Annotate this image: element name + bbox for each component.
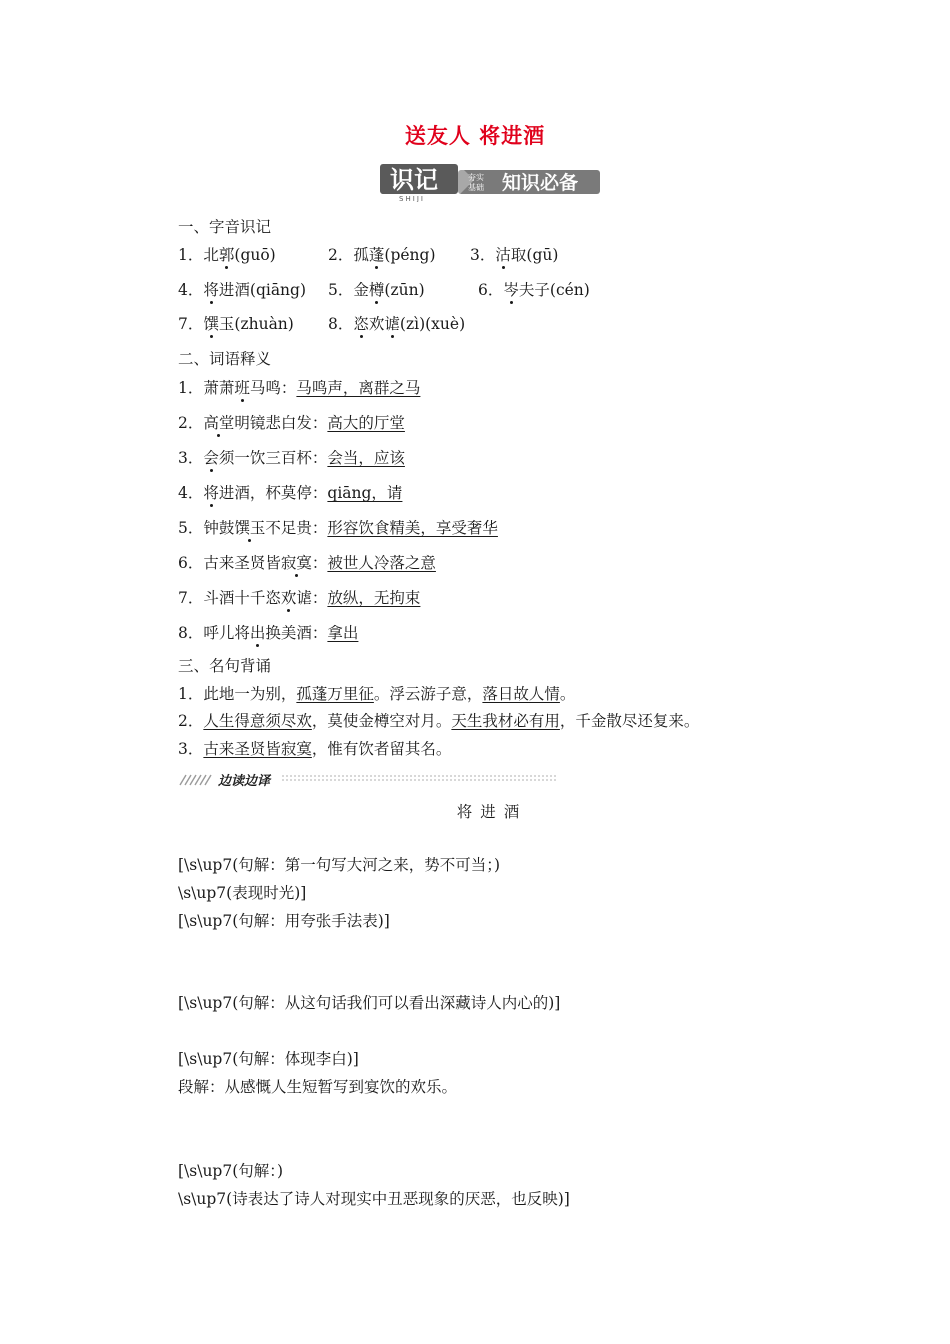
section2-heading: 二、词语释义 xyxy=(178,350,272,368)
pron-item-1: 1．北郭(guō) xyxy=(178,246,276,264)
note-line-8: \s\up7(诗表达了诗人对现实中丑恶现象的厌恶，也反映)] xyxy=(178,1190,570,1208)
banner-main-text: 识记 xyxy=(390,166,438,194)
pron-item-3: 3．沽取(gū) xyxy=(470,246,559,264)
page-title: 送友人 将进酒 xyxy=(404,123,546,148)
pron-item-6: 6．岑夫子(cén) xyxy=(478,281,590,299)
definition-answer: qiāng，请 xyxy=(327,484,403,502)
reading-label: 边读边译 xyxy=(218,774,271,789)
note-line-4: [\s\up7(句解：从这句话我们可以看出深藏诗人内心的)] xyxy=(178,994,561,1012)
quote-line-3: 3．古来圣贤皆寂寞，惟有饮者留其名。 xyxy=(178,740,452,758)
definition-answer: 被世人冷落之意 xyxy=(327,554,436,572)
note-line-3: [\s\up7(句解：用夸张手法表)] xyxy=(178,912,390,930)
definition-item-3: 3．会须一饮三百杯：会当，应该 xyxy=(178,449,405,467)
definition-item-1: 1．萧萧班马鸣：马鸣声，离群之马 xyxy=(178,379,421,397)
note-line-7: [\s\up7(句解：) xyxy=(178,1162,284,1180)
pron-item-5: 5．金樽(zūn) xyxy=(328,281,425,299)
pron-item-4: 4．将进酒(qiāng) xyxy=(178,281,307,299)
banner-pinyin: SHIJI xyxy=(399,195,425,202)
definition-answer: 高大的厅堂 xyxy=(327,414,405,432)
definition-answer: 放纵，无拘束 xyxy=(327,589,421,607)
note-line-1: [\s\up7(句解：第一句写大河之来，势不可当；) xyxy=(178,856,501,874)
definition-answer: 拿出 xyxy=(327,624,359,642)
section1-heading: 一、字音识记 xyxy=(178,218,272,236)
section3-heading: 三、名句背诵 xyxy=(178,657,272,675)
definition-item-8: 8．呼儿将出换美酒：拿出 xyxy=(178,624,359,642)
note-line-6: 段解：从感慨人生短暂写到宴饮的欢乐。 xyxy=(178,1078,458,1096)
definition-item-2: 2．高堂明镜悲白发：高大的厅堂 xyxy=(178,414,405,432)
banner-small-top: 夯实 xyxy=(468,173,484,182)
definition-item-5: 5．钟鼓馔玉不足贵：形容饮食精美，享受奢华 xyxy=(178,519,498,537)
quote-line-2: 2．人生得意须尽欢，莫使金樽空对月。天生我材必有用，千金散尽还复来。 xyxy=(178,712,700,730)
definition-item-6: 6．古来圣贤皆寂寞：被世人冷落之意 xyxy=(178,554,436,572)
pron-item-8: 8．恣欢谑(zì)(xuè) xyxy=(328,315,466,333)
note-line-2: \s\up7(表现时光)] xyxy=(178,884,307,902)
definition-item-7: 7．斗酒十千恣欢谑：放纵，无拘束 xyxy=(178,589,421,607)
banner-tail-text: 知识必备 xyxy=(501,172,579,194)
definition-item-4: 4．将进酒，杯莫停：qiāng，请 xyxy=(178,484,403,502)
pron-item-7: 7．馔玉(zhuàn) xyxy=(178,315,294,333)
pron-item-2: 2．孤蓬(péng) xyxy=(328,246,436,264)
definition-answer: 马鸣声，离群之马 xyxy=(296,379,421,397)
note-line-5: [\s\up7(句解：体现李白)] xyxy=(178,1050,359,1068)
reading-separator xyxy=(178,770,558,790)
section-banner xyxy=(378,160,604,202)
poem-title: 将进酒 xyxy=(456,803,528,821)
banner-small-bottom: 基础 xyxy=(468,183,484,192)
definition-answer: 会当，应该 xyxy=(327,449,405,467)
definition-answer: 形容饮食精美，享受奢华 xyxy=(327,519,498,537)
quote-line-1: 1．此地一为别，孤蓬万里征。浮云游子意，落日故人情。 xyxy=(178,685,576,703)
